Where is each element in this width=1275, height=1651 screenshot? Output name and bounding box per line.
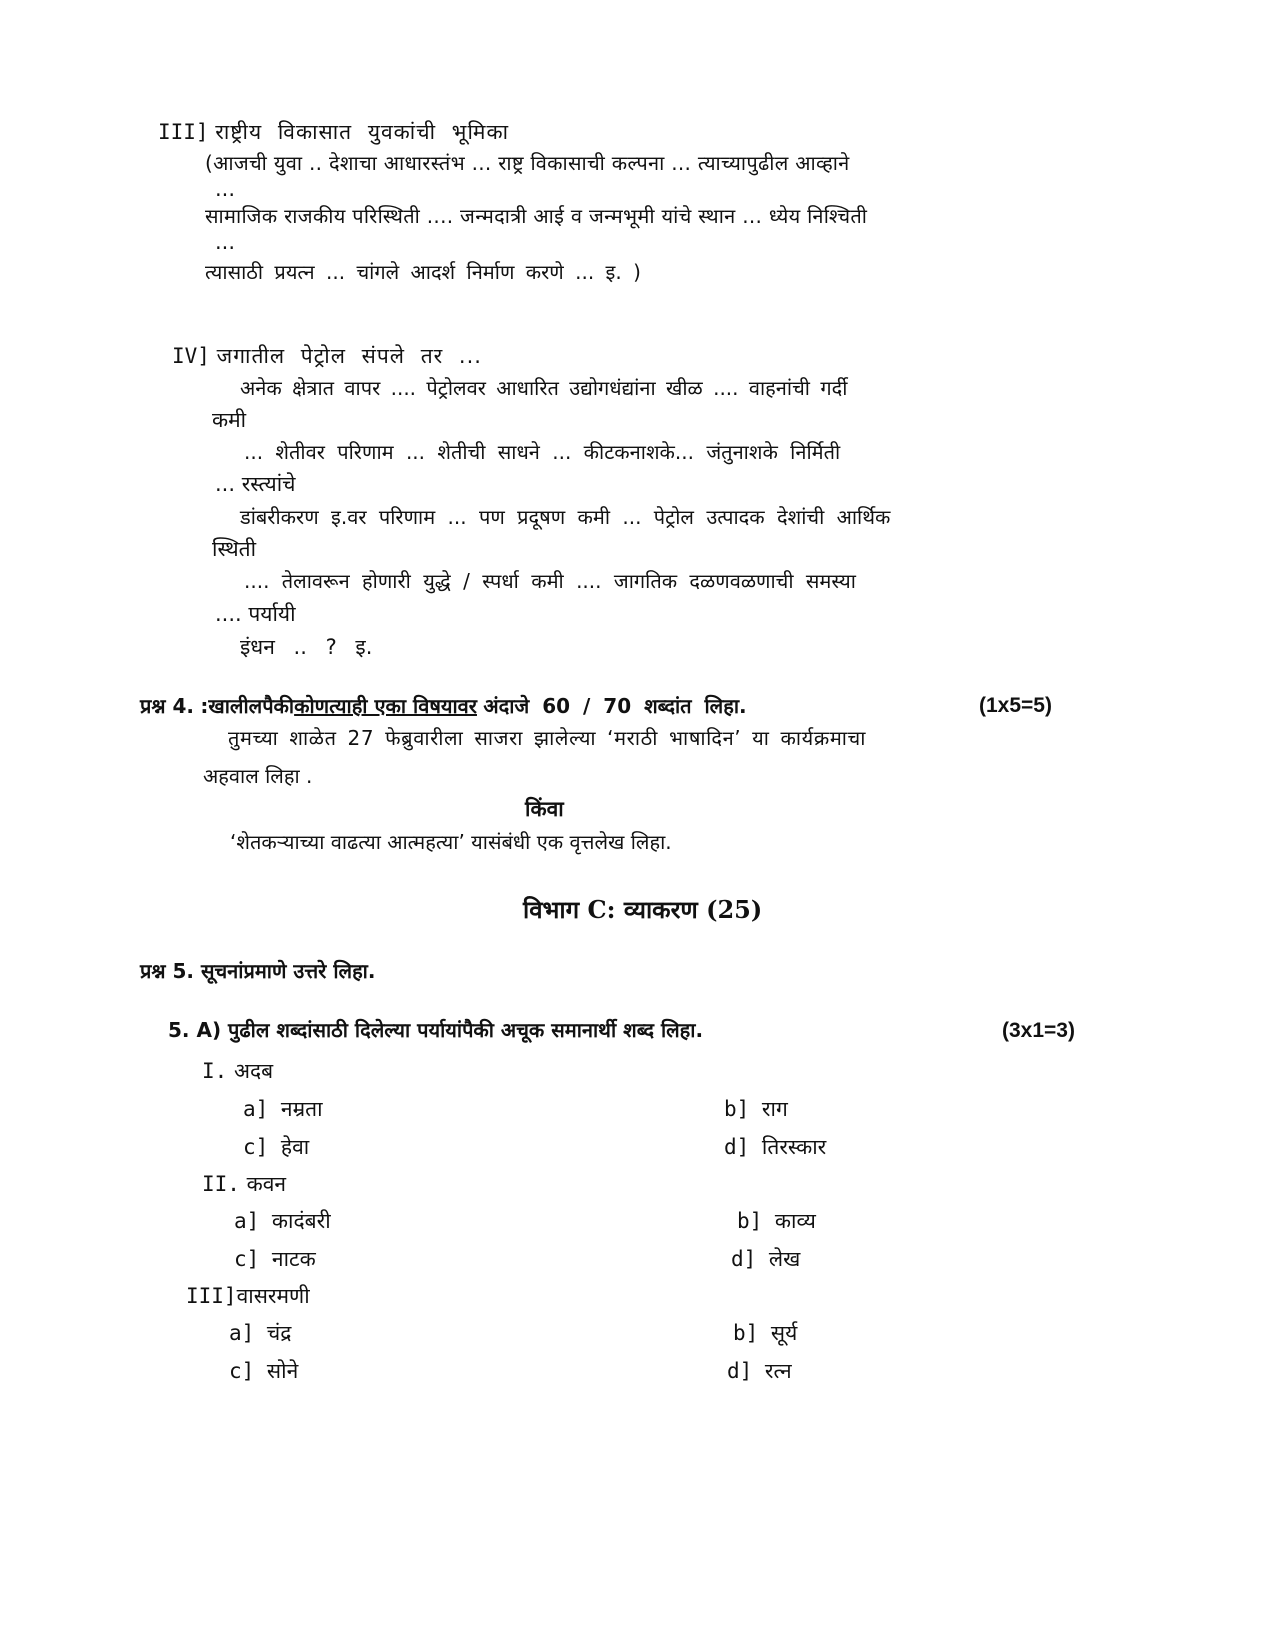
question-5-title: प्रश्न 5. सूचनांप्रमाणे उत्तरे लिहा. (140, 959, 376, 983)
synonym-item-word: अदब (233, 1059, 274, 1083)
synonym-option-a: a] चंद्र (229, 1321, 292, 1345)
essay-4-line: .... पर्यायी (215, 602, 296, 626)
essay-4-line: अनेक क्षेत्रात वापर .... पेट्रोलवर आधारित उद्योगधंद्यांना खीळ .... वाहनांची गर्दी (240, 376, 848, 400)
question-5a-instruction: 5. A) पुढील शब्दांसाठी दिलेल्या पर्यायांपैकी अचूक समानार्थी शब्द लिहा. (168, 1018, 704, 1042)
synonym-option-d: d] लेख (731, 1247, 801, 1271)
question-4-lead: :खालीलपैकी (200, 694, 295, 718)
synonym-option-b: b] सूर्य (733, 1321, 798, 1345)
section-c-title: विभाग C: व्याकरण (25) (523, 895, 763, 924)
synonym-option-b: b] काव्य (737, 1209, 816, 1233)
synonym-item-number: I. (202, 1059, 228, 1083)
synonym-option-c: c] नाटक (234, 1247, 316, 1271)
question-4-heading (140, 692, 747, 720)
question-4-underlined: कोणत्याही एका विषयावर (294, 694, 477, 718)
synonym-option-c: c] सोने (229, 1359, 299, 1383)
synonym-item-word: वासरमणी (236, 1284, 310, 1308)
question-4-or: किंवा (525, 797, 564, 821)
question-4-prefix: प्रश्न 4. (140, 694, 194, 718)
question-4-option-1-line-2: अहवाल लिहा . (203, 764, 313, 788)
question-4-option-1-line-1: तुमच्या शाळेत 27 फेब्रुवारीला साजरा झालेल्या ‘मराठी भाषादिन’ या कार्यक्रमाचा (228, 726, 867, 750)
synonym-item-1-heading (202, 1057, 273, 1085)
synonym-item-number: III] (186, 1284, 237, 1308)
synonym-item-word: कवन (246, 1172, 287, 1196)
question-4-option-2: ‘शेतकऱ्याच्या वाढत्या आत्महत्या’ यासंबंधी एक वृत्तलेख लिहा. (230, 830, 672, 854)
essay-4-title: जगातील पेट्रोल संपले तर ... (216, 344, 482, 368)
essay-3-title: राष्ट्रीय विकासात युवकांची भूमिका (215, 120, 510, 144)
essay-3-line: सामाजिक राजकीय परिस्थिती .... जन्मदात्री आई व जन्मभूमी यांचे स्थान ... ध्येय निश्चिती (205, 204, 868, 228)
essay-3-line: त्यासाठी प्रयत्न ... चांगले आदर्श निर्माण करणे ... इ. ) (205, 260, 641, 284)
essay-4-line: ... शेतीवर परिणाम ... शेतीची साधने ... कीटकनाशके... जंतुनाशके निर्मिती (244, 440, 841, 464)
essay-3-line: ... (215, 230, 236, 254)
essay-4-heading (172, 342, 482, 370)
essay-3-heading (158, 118, 509, 146)
essay-4-number: IV] (172, 344, 210, 368)
synonym-item-3-heading (186, 1282, 310, 1310)
essay-4-line: इंधन .. ? इ. (240, 635, 373, 659)
question-4-instruction: अंदाजे 60 / 70 शब्दांत लिहा. (483, 694, 747, 718)
essay-4-line: .... तेलावरून होणारी युद्धे / स्पर्धा कमी .... जागतिक दळणवळणाची समस्या (244, 569, 856, 593)
essay-3-line: ... (215, 177, 236, 201)
essay-4-line: स्थिती (212, 537, 257, 561)
essay-3-line: (आजची युवा .. देशाचा आधारस्तंभ ... राष्ट्र विकासाची कल्पना ... त्याच्यापुढील आव्हाने (205, 151, 850, 175)
synonym-option-a: a] कादंबरी (234, 1209, 331, 1233)
synonym-item-2-heading (202, 1170, 286, 1198)
synonym-option-a: a] नम्रता (243, 1097, 323, 1121)
synonym-item-number: II. (202, 1172, 240, 1196)
synonym-option-c: c] हेवा (243, 1135, 310, 1159)
essay-3-number: III] (158, 120, 209, 144)
essay-4-line: ... रस्त्यांचे (215, 472, 296, 496)
synonym-option-d: d] रत्न (727, 1359, 792, 1383)
essay-4-line: कमी (212, 408, 247, 432)
question-4-marks: (1x5=5) (979, 694, 1052, 717)
synonym-option-b: b] राग (724, 1097, 788, 1121)
question-5a-marks: (3x1=3) (1002, 1019, 1075, 1042)
synonym-option-d: d] तिरस्कार (724, 1135, 827, 1159)
essay-4-line: डांबरीकरण इ.वर परिणाम ... पण प्रदूषण कमी ... पेट्रोल उत्पादक देशांची आर्थिक (240, 505, 891, 529)
